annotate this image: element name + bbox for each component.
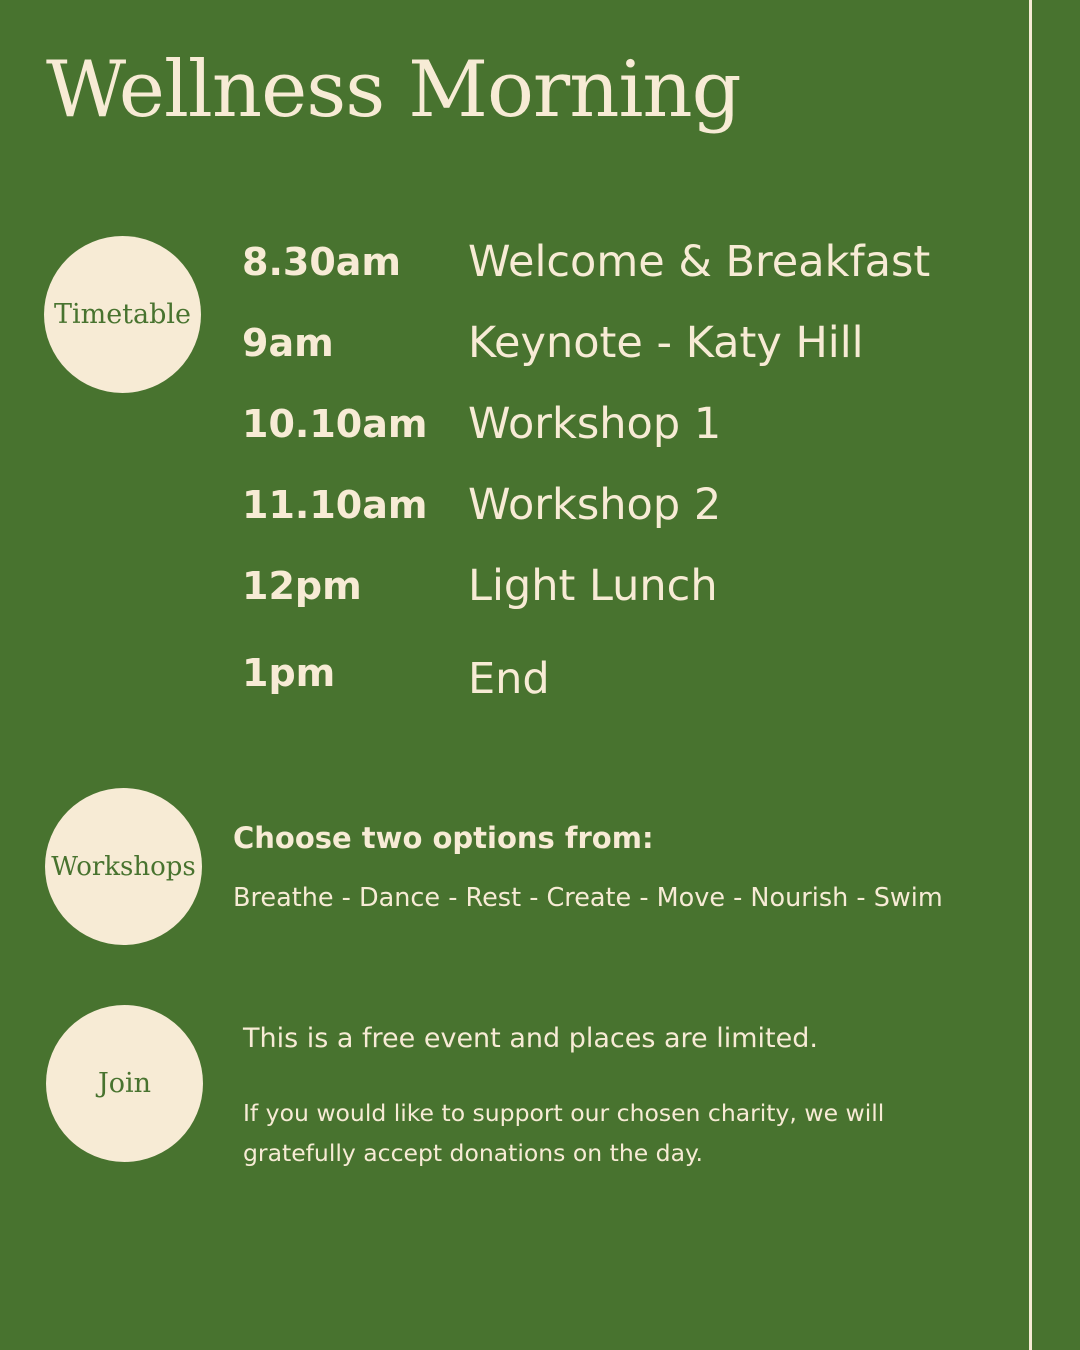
page-title: Wellness Morning <box>46 45 741 135</box>
timetable-event: End <box>468 654 550 704</box>
join-text-donations: If you would like to support our chosen charity, we will gratefully accept donations on the day. <box>243 1099 885 1167</box>
workshops-options: Breathe - Dance - Rest - Create - Move - Nourish - Swim <box>233 883 943 913</box>
timetable-event: Workshop 2 <box>468 480 722 530</box>
timetable-time: 10.10am <box>242 402 428 446</box>
join-badge <box>46 1005 203 1162</box>
timetable-time: 9am <box>242 321 334 365</box>
workshops-badge-label: Workshops <box>51 851 196 882</box>
join-text-free-event: This is a free event and places are limited. <box>243 1023 818 1054</box>
timetable-time: 11.10am <box>242 483 428 527</box>
timetable-time: 1pm <box>242 651 336 695</box>
workshops-heading: Choose two options from: <box>233 821 654 855</box>
timetable-time: 12pm <box>242 564 362 608</box>
timetable-event: Light Lunch <box>468 561 718 611</box>
timetable-event: Welcome & Breakfast <box>468 237 931 287</box>
workshops-badge <box>45 788 202 945</box>
timetable-event: Workshop 1 <box>468 399 722 449</box>
timetable-event: Keynote - Katy Hill <box>468 318 864 368</box>
timetable-badge <box>44 236 201 393</box>
join-badge-label: Join <box>97 1068 152 1099</box>
timetable-time: 8.30am <box>242 240 401 284</box>
timetable-badge-label: Timetable <box>53 299 192 330</box>
vertical-divider-line <box>1029 0 1032 1350</box>
